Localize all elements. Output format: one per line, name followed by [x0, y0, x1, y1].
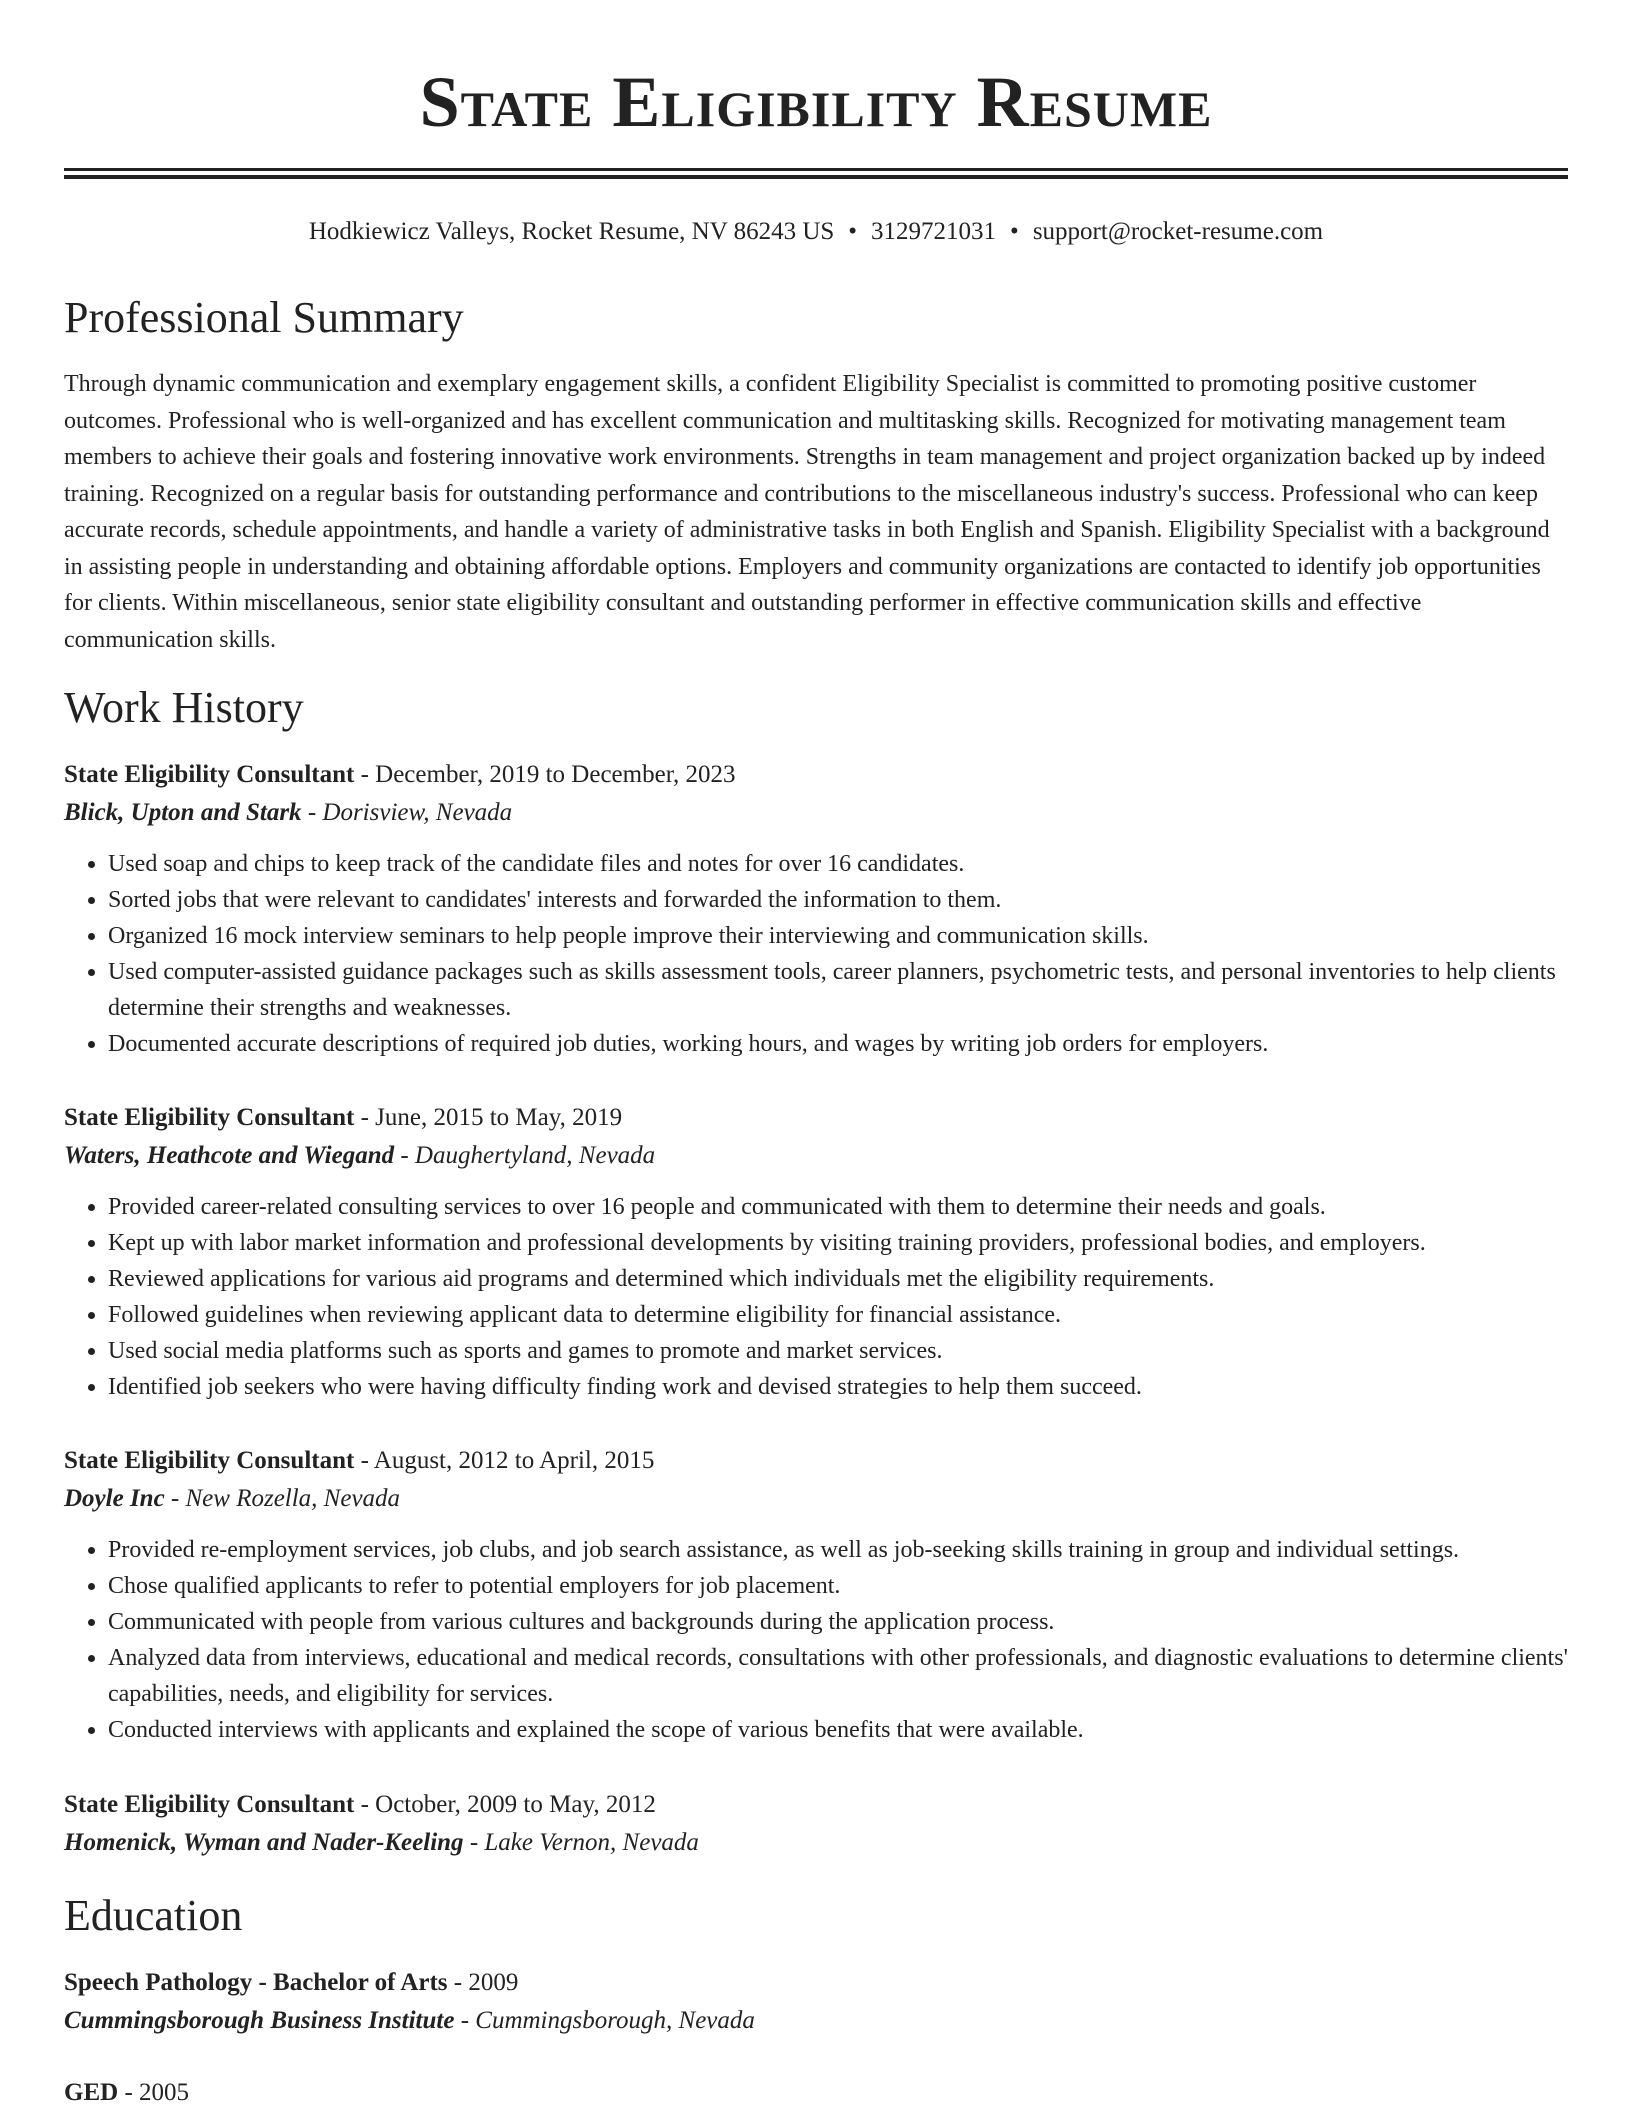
list-item: • Used soap and chips to keep track of the candidate files and notes for over 16 candidates.	[108, 846, 1568, 882]
degree: GED	[64, 2079, 119, 2106]
company-line	[64, 1824, 1568, 1862]
list-item: • Documented accurate descriptions of required job duties, working hours, and wages by writing job orders for employers.	[108, 1026, 1568, 1062]
company-line	[64, 1480, 1568, 1518]
job-duties-list	[64, 846, 1568, 1062]
degree: Speech Pathology - Bachelor of Arts	[64, 1969, 448, 1996]
list-item: • Provided career-related consulting services to over 16 people and communicated with them to determine their needs and goals.	[108, 1189, 1568, 1225]
list-item: • Provided re-employment services, job clubs, and job search assistance, as well as job-seeking skills training in group and individual settings.	[108, 1532, 1568, 1568]
degree-year: - 2005	[118, 2079, 190, 2106]
job-title-line	[64, 756, 1568, 794]
section-heading-work-history: Work History	[64, 683, 304, 732]
job-title-line	[64, 1442, 1568, 1480]
list-item: • Organized 16 mock interview seminars to help people improve their interviewing and communication skills.	[108, 918, 1568, 954]
list-item: • Reviewed applications for various aid programs and determined which individuals met the eligibility requirements.	[108, 1261, 1568, 1297]
job-entry	[64, 1442, 1568, 1748]
page-title: State Eligibility Resume	[419, 62, 1213, 142]
job-title: State Eligibility Consultant	[64, 1447, 355, 1474]
list-item: • Conducted interviews with applicants and explained the scope of various benefits that were available.	[108, 1712, 1568, 1748]
education-entry	[64, 2074, 1568, 2112]
job-title: State Eligibility Consultant	[64, 1791, 355, 1818]
job-dates: - October, 2009 to May, 2012	[354, 1791, 656, 1818]
degree-line	[64, 2074, 1568, 2112]
job-dates: - August, 2012 to April, 2015	[354, 1447, 655, 1474]
company-line	[64, 794, 1568, 832]
list-item: • Analyzed data from interviews, educational and medical records, consultations with other professionals, and diagnostic evaluations to determine clients' capabilities, needs, and eligibility for services.	[108, 1640, 1568, 1712]
company-location: - New Rozella, Nevada	[164, 1485, 401, 1512]
job-duties-list	[64, 1189, 1568, 1405]
job-entry	[64, 1786, 1568, 1862]
job-dates: - December, 2019 to December, 2023	[354, 761, 736, 788]
list-item: • Used computer-assisted guidance packages such as skills assessment tools, career planners, psychometric tests, and personal inventories to help clients determine their strengths and weaknesses.	[108, 954, 1568, 1026]
job-duties-list	[64, 1532, 1568, 1748]
list-item: • Followed guidelines when reviewing applicant data to determine eligibility for financial assistance.	[108, 1297, 1568, 1333]
education-entry	[64, 1964, 1568, 2040]
company-name: Homenick, Wyman and Nader-Keeling	[64, 1829, 464, 1856]
degree-year: - 2009	[447, 1969, 519, 1996]
contact-separator: •	[1010, 218, 1019, 245]
job-title-line	[64, 1099, 1568, 1137]
company-location: - Lake Vernon, Nevada	[463, 1829, 699, 1856]
resume-content	[64, 0, 1568, 2106]
company-line	[64, 1137, 1568, 1175]
summary-text: Through dynamic communication and exemplary engagement skills, a confident Eligibility Specialist is committed to promoting positive customer outcomes. Professional who is well-organized and has excellent communication and multitasking skills. Recognized for motivating management team members to achieve their goals and fostering innovative work environments. Strengths in team management and project organization backed up by indeed training. Recognized on a regular basis for outstanding performance and contributions to the miscellaneous industry's success. Professional who can keep accurate records, schedule appointments, and handle a variety of administrative tasks in both English and Spanish. Eligibility Specialist with a background in assisting people in understanding and obtaining affordable options. Employers and community organizations are contacted to identify job opportunities for clients. Within miscellaneous, senior state eligibility consultant and outstanding performer in effective communication skills and effective communication skills.	[64, 371, 1550, 653]
list-item: • Kept up with labor market information and professional developments by visiting training providers, professional bodies, and employers.	[108, 1225, 1568, 1261]
contact-phone: 3129721031	[871, 218, 997, 245]
title-rule-bottom	[64, 175, 1568, 179]
section-heading-education: Education	[64, 1891, 243, 1940]
job-entry	[64, 1099, 1568, 1405]
section-heading-summary: Professional Summary	[64, 293, 464, 342]
company-name: Waters, Heathcote and Wiegand	[64, 1142, 395, 1169]
contact-email: support@rocket-resume.com	[1032, 218, 1324, 245]
school-location: - Cummingsborough, Nevada	[454, 2007, 755, 2034]
job-entry	[64, 756, 1568, 1062]
list-item: • Communicated with people from various cultures and backgrounds during the application process.	[108, 1604, 1568, 1640]
job-title: State Eligibility Consultant	[64, 1104, 355, 1131]
job-dates: - June, 2015 to May, 2019	[354, 1104, 623, 1131]
list-item: • Sorted jobs that were relevant to candidates' interests and forwarded the information to them.	[108, 882, 1568, 918]
company-location: - Dorisview, Nevada	[301, 799, 513, 826]
degree-line	[64, 1964, 1568, 2002]
school-name: Cummingsborough Business Institute	[64, 2007, 455, 2034]
contact-address: Hodkiewicz Valleys, Rocket Resume, NV 86243 US	[308, 218, 835, 245]
job-title: State Eligibility Consultant	[64, 761, 355, 788]
list-item: • Identified job seekers who were having difficulty finding work and devised strategies to help them succeed.	[108, 1369, 1568, 1405]
title-rule-top	[64, 168, 1568, 171]
list-item: • Chose qualified applicants to refer to potential employers for job placement.	[108, 1568, 1568, 1604]
school-line	[64, 2002, 1568, 2040]
list-item: • Used social media platforms such as sports and games to promote and market services.	[108, 1333, 1568, 1369]
company-name: Blick, Upton and Stark	[64, 799, 302, 826]
contact-line	[64, 214, 1568, 250]
company-name: Doyle Inc	[64, 1485, 165, 1512]
company-location: - Daughertyland, Nevada	[394, 1142, 656, 1169]
job-title-line	[64, 1786, 1568, 1824]
contact-separator: •	[848, 218, 858, 245]
